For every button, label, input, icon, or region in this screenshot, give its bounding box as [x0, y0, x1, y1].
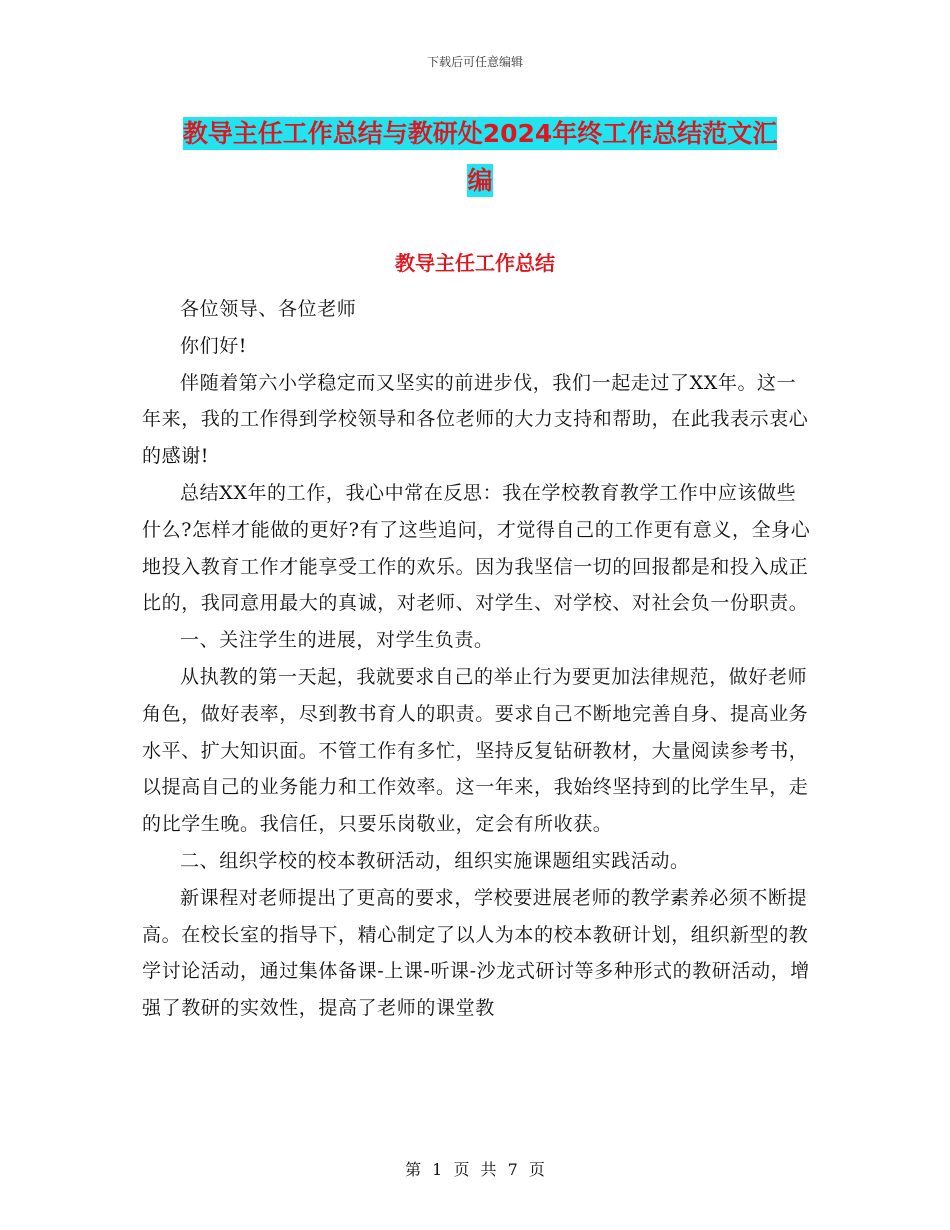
body-text [142, 291, 812, 1027]
title-line-1: 教导主任工作总结与教研处2024年终工作总结范文汇 [182, 119, 778, 148]
paragraph: 新课程对老师提出了更高的要求，学校要进展老师的教学素养必须不断提高。在校长室的指导下，精心制定了以人为本的校本教研计划，组织新型的教学讨论活动，通过集体备课-上课-听课-沙龙式研讨等多种形式的教研活动，增强了教研的实效性，提高了老师的课堂教 [142, 886, 810, 1020]
paragraph-greeting: 各位领导、各位老师 [180, 298, 357, 320]
paragraph-heading-1: 一、关注学生的进展，对学生负责。 [180, 629, 494, 652]
paragraph: 从执教的第一天起，我就要求自己的举止行为要更加法律规范，做好老师角色，做好表率，尽到教书育人的职责。要求自己不断地完善自身、提高业务水平、扩大知识面。不管工作有多忙，坚持反复钻研教材，大量阅读参考书，以提高自己的业务能力和工作效率。这一年来，我始终坚持到的比学生早，走的比学生晚。我信任，只要乐岗敬业，定会有所收获。 [142, 665, 809, 836]
header-note: 下载后可任意编辑 [426, 55, 523, 69]
document-title [140, 110, 820, 204]
paragraph-hello: 你们好! [180, 334, 248, 357]
page-footer: 第 1 页 共 7 页 [405, 1160, 545, 1179]
paragraph: 总结XX年的工作，我心中常在反思：我在学校教育教学工作中应该做些什么?怎样才能做的更好?有了这些追问，才觉得自己的工作更有意义，全身心地投入教育工作才能享受工作的欢乐。因为我坚信一切的回报都是和投入成正比的，我同意用最大的真诚，对老师、对学生、对学校、对社会负一份职责。 [142, 481, 811, 615]
paragraph: 伴随着第六小学稳定而又坚实的前进步伐，我们一起走过了XX年。这一年来，我的工作得到学校领导和各位老师的大力支持和帮助，在此我表示衷心的感谢! [142, 371, 809, 468]
section-title: 教导主任工作总结 [395, 251, 555, 275]
title-line-2: 编 [467, 166, 493, 195]
paragraph-heading-2: 二、组织学校的校本教研活动，组织实施课题组实践活动。 [180, 849, 690, 872]
